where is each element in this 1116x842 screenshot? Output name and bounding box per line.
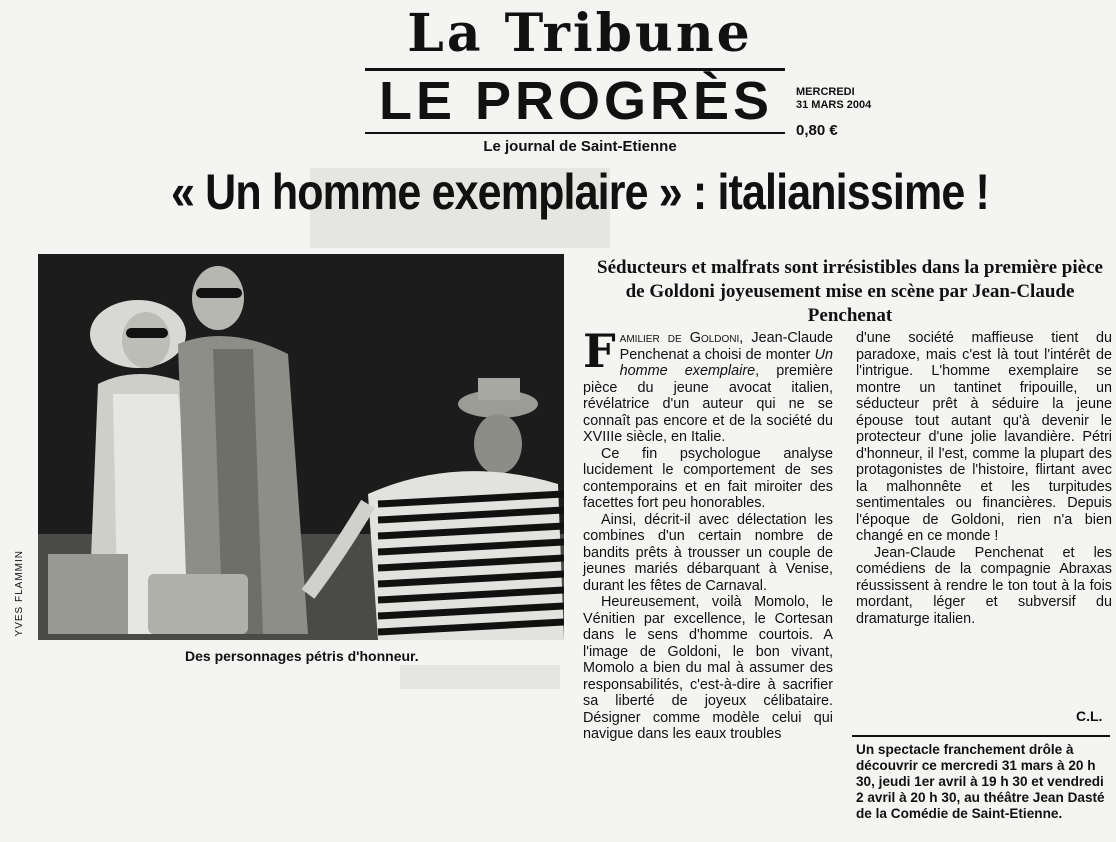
article-photo <box>38 254 564 640</box>
masthead-rule-bottom <box>365 132 785 134</box>
bleed-through-smudge-2 <box>400 665 560 689</box>
photo-caption: Des personnages pétris d'honneur. <box>185 648 419 664</box>
article-subhead: Séducteurs et malfrats sont irrésistibles dans la première pièce de Goldoni joyeusement mise en scène par Jean-Claude Penchenat <box>597 257 1103 326</box>
photo-credit: YVES FLAMMIN <box>14 550 25 637</box>
paragraph-5: d'une société maffieuse tient du paradoxe, mais c'est là tout l'intérêt de l'intrigue. L'homme exemplaire se montre un tantinet fripouille, un séducteur prêt à séduire la jeune épouse tout autant qu'à devenir le protecteur d'une jolie lavandière. Pétri d'honneur, il l'est, comme la plupart des protagonistes de l'histoire, flirtant avec la malhonnête et les turpitudes sentimentales ou financières. Depuis l'époque de Goldoni, rien n'a bien changé en ce monde ! <box>856 330 1112 544</box>
paragraph-4: Heureusement, voilà Momolo, le Vénitien par excellence, le Cortesan dans le sens d'homme courtois. A l'image de Goldoni, le bon vivant, Momolo a bien du mal à assumer des responsabilités, c'est-à-dire à sacrifier sa liberté de joyeux célibataire. Désigner comme modèle celui qui navigue dans les eaux troubles <box>583 594 833 742</box>
paragraph-2: Ce fin psychologue analyse lucidement le comportement de ses contemporains et en fait miroiter des facettes fort peu honorables. <box>583 445 833 511</box>
article-headline: « Un homme exemplaire » : italianissime ! <box>171 164 989 220</box>
masthead-title-le-progres: LE PROGRÈS <box>378 71 774 131</box>
article-column-2 <box>856 330 1112 627</box>
issue-day: 31 MARS 2004 <box>796 99 872 111</box>
drop-cap: F <box>583 324 616 378</box>
intro-text-rest: , première pièce du jeune avocat italien, révélatrice d'un auteur qui ne se connaît pas encore et de la société du XVIIIe siècle, en Italie. <box>583 363 834 445</box>
paragraph-3: Ainsi, décrit-il avec délectation les combines d'un certain nombre de bandits prêts à trousser un couple de jeunes mariés débarquant à Venise, durant les fêtes de Carnaval. <box>583 511 833 594</box>
info-box-rule <box>852 735 1110 737</box>
issue-weekday: MERCREDI <box>796 86 855 98</box>
paragraph-intro <box>583 324 834 446</box>
issue-price: 0,80 € <box>796 122 838 139</box>
masthead-title-la-tribune: La Tribune <box>407 3 753 64</box>
article-column-1 <box>583 324 834 743</box>
intro-smallcaps: amilier de Goldoni <box>619 330 740 346</box>
issue-date <box>796 86 871 112</box>
play-title: Un homme exemplaire <box>619 346 833 379</box>
performance-info-box: Un spectacle franchement drôle à découvrir ce mercredi 31 mars à 20 h 30, jeudi 1er avril à 19 h 30 et vendredi 2 avril à 20 h 30, au théâtre Jean Dasté de la Comédie de Saint-Etienne. <box>856 742 1105 821</box>
intro-text: , Jean-Claude Penchenat a choisi de monter <box>619 330 833 363</box>
masthead-tagline: Le journal de Saint-Etienne <box>483 138 677 155</box>
author-signature: C.L. <box>1076 708 1103 724</box>
paragraph-6: Jean-Claude Penchenat et les comédiens de la compagnie Abraxas réussissent à rendre le ton tout à la fois mordant, léger et subversif du dramaturge italien. <box>856 544 1112 627</box>
photo-illustration <box>38 254 564 640</box>
